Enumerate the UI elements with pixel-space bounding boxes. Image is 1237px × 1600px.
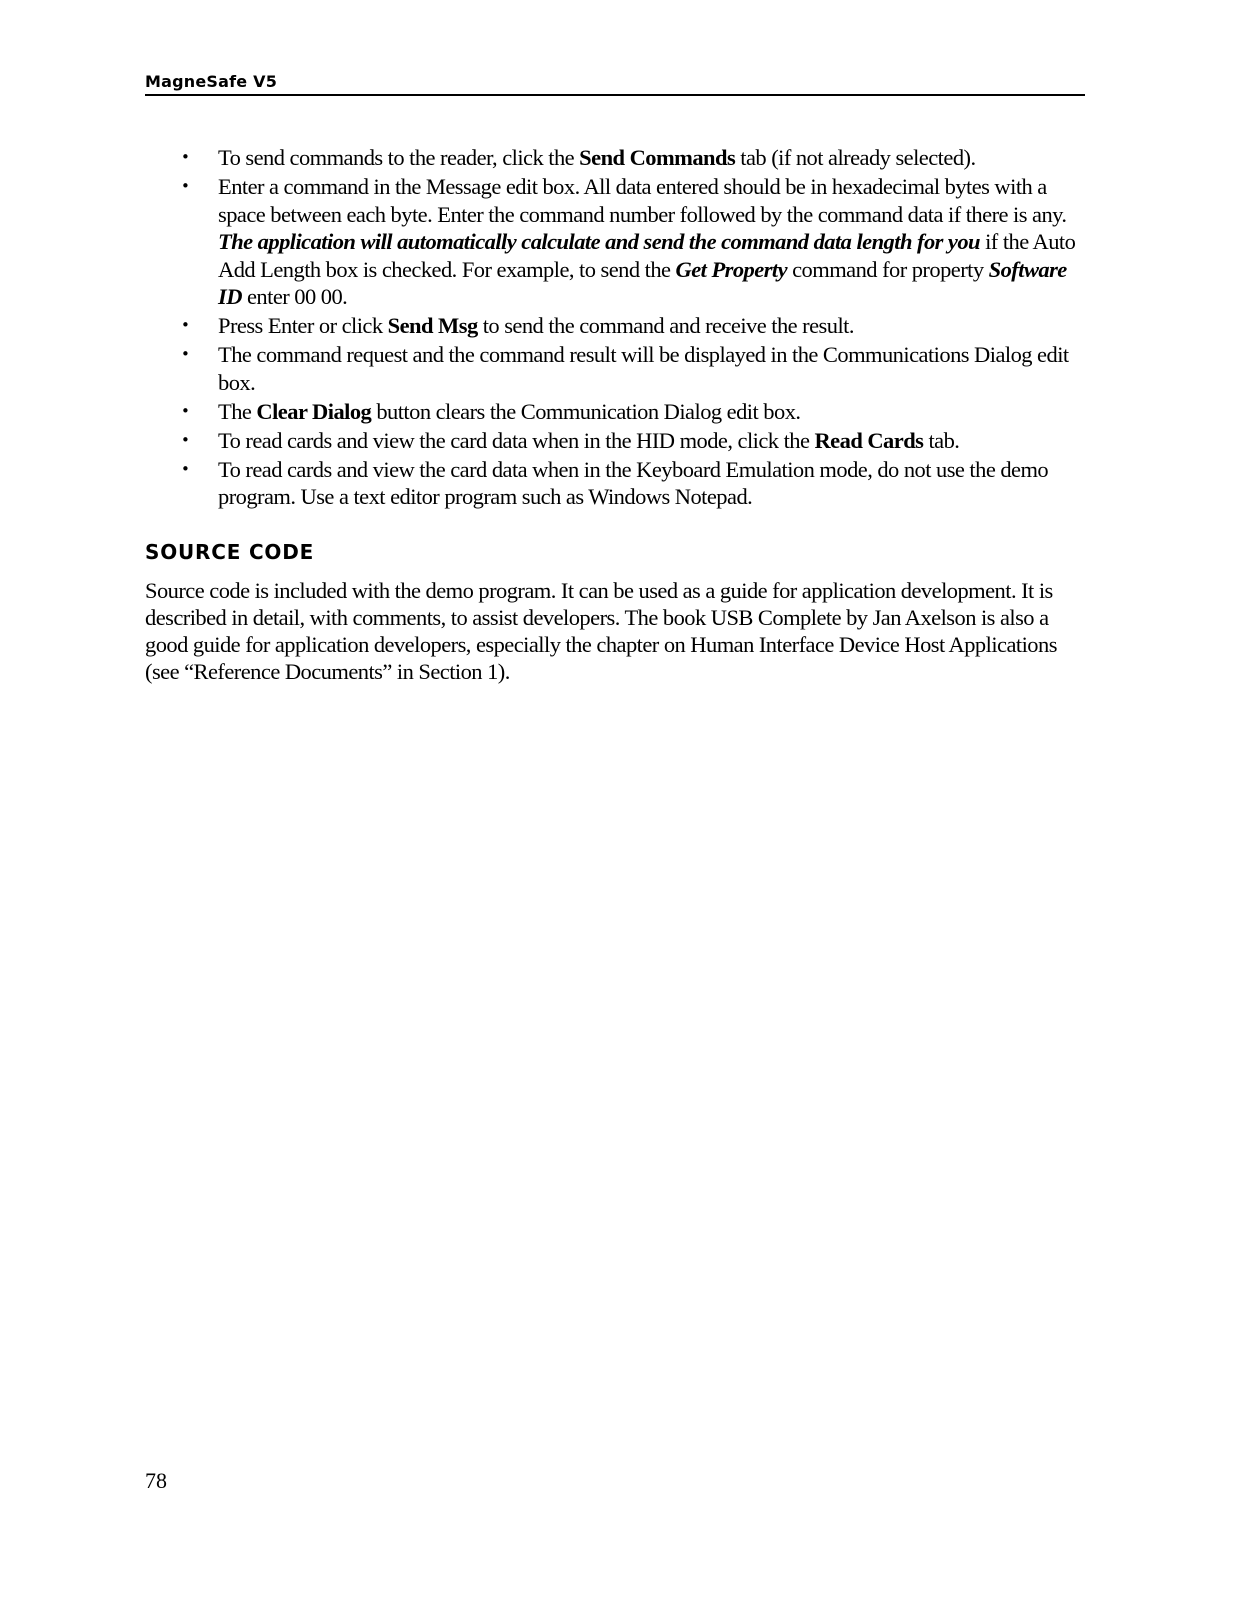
list-item [145,173,1090,311]
list-item [145,144,1090,172]
bullet-icon: • [181,430,190,449]
bullet-icon: • [181,459,190,478]
send-commands-tab-label: Send Commands [579,145,736,170]
clear-dialog-button-label: Clear Dialog [256,398,372,424]
list-item-text: tab (if not already selected). [735,145,976,170]
list-item-text: tab. [923,427,960,453]
list-item-text: Press Enter or click [218,313,388,338]
bullet-icon: • [181,177,190,195]
list-item-text: button clears the Communication Dialog edit box. [371,398,801,424]
source-code-paragraph: Source code is included with the demo program. It can be used as a guide for application development. It is described in detail, with comments, to assist developers. The book USB Complete by Jan Axelson is also a good guide for application developers, especially the chapter on Human Interface Device Host Applications (see “Reference Documents” in Section 1). [145,578,1057,684]
running-header: MagneSafe V5 [145,72,1085,96]
list-item [145,398,1090,426]
list-item [145,341,1090,396]
list-item [145,427,1090,455]
bullet-icon: • [181,401,190,420]
list-item [145,456,1090,511]
get-property-command: Get Property [675,256,788,282]
bullet-icon: • [181,148,190,166]
list-item-text: if the Auto Add Length box is checked. For example, to send the [218,229,1076,282]
send-msg-button-label: Send Msg [387,313,478,338]
list-item [145,312,1090,340]
instruction-list [145,144,1090,512]
emphasis-text: The application will automatically calculate and send the command data length for you [218,229,981,254]
list-item-text: To read cards and view the card data when in the Keyboard Emulation mode, do not use the demo program. Use a text editor program such as Windows Notepad. [218,456,1049,509]
read-cards-tab-label: Read Cards [814,427,924,453]
bullet-icon: • [181,345,190,363]
list-item-text: enter 00 00. [241,284,348,309]
page-number: 78 [145,1468,167,1493]
list-item-text: To send commands to the reader, click the [218,145,580,170]
bullet-icon: • [181,316,190,334]
list-item-text: Enter a command in the Message edit box. All data entered should be in hexadecimal bytes with a space between each byte. Enter the command number followed by the command data if there is any. [218,174,1067,227]
list-item-text: command for property [787,256,989,282]
list-item-text: The [218,398,257,424]
list-item-text: to send the command and receive the result. [477,313,854,338]
list-item-text: The command request and the command result will be displayed in the Communications Dialog edit box. [218,342,1069,395]
list-item-text: To read cards and view the card data when in the HID mode, click the [218,427,815,453]
section-heading: SOURCE CODE [145,540,315,564]
software-id-property: Software ID [218,256,1067,309]
